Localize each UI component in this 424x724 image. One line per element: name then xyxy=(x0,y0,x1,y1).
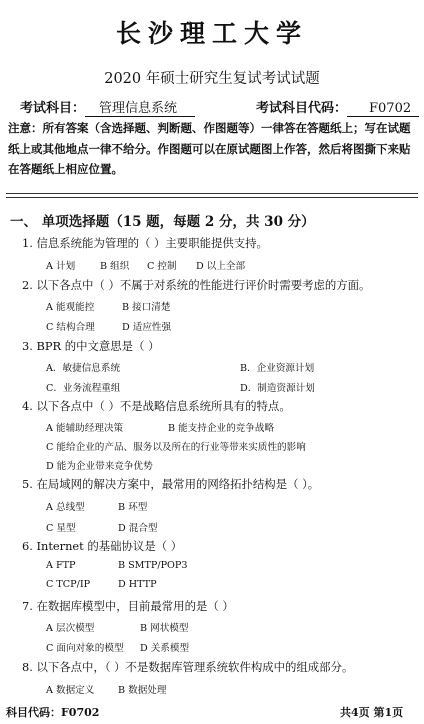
option: D 混合型 xyxy=(118,523,158,534)
option: B 数据处理 xyxy=(118,685,167,696)
option: C 结构合理 xyxy=(46,322,95,333)
option: A 能观能控 xyxy=(46,302,95,313)
question-stem: 8. 以下各点中，（ ）不是数据库管理系统软件构成中的组成部分。 xyxy=(22,660,354,674)
subject-code-row xyxy=(256,97,419,117)
option: B 网状模型 xyxy=(140,623,189,634)
option: A 总线型 xyxy=(46,502,85,513)
option: A．敏捷信息系统 xyxy=(46,363,121,374)
question-stem: 6. Internet 的基础协议是（ ） xyxy=(22,539,183,553)
option: B．企业资源计划 xyxy=(240,363,315,374)
question-stem: 3. BPR 的中文意思是（ ） xyxy=(22,339,160,353)
option: B 能支持企业的竞争战略 xyxy=(168,423,275,434)
divider-bottom xyxy=(6,197,418,198)
question-stem: 7. 在数据库模型中，目前最常用的是（ ） xyxy=(22,599,234,613)
option: D 以上全部 xyxy=(196,261,246,272)
subject-code-label: 考试科目代码： xyxy=(256,101,348,116)
option: D HTTP xyxy=(118,579,157,590)
option: A 数据定义 xyxy=(46,685,95,696)
subject-row xyxy=(20,97,195,117)
option: B 组织 xyxy=(100,261,130,272)
exam-notice: 注意：所有答案（含选择题、判断题、作图题等）一律答在答题纸上；写在试题纸上或其他地点一律不给分。作图题可以在原试题图上作答，然后将图撕下来贴在答题纸上相应位置。 xyxy=(8,121,411,176)
option: C TCP/IP xyxy=(46,579,91,590)
option: B 环型 xyxy=(118,502,148,513)
subject-label: 考试科目： xyxy=(20,101,86,116)
university-name: 长沙理工大学 xyxy=(115,19,308,48)
option: D 关系模型 xyxy=(140,643,190,654)
option: C 星型 xyxy=(46,523,76,534)
section-title: 一、 单项选择题（15 题，每题 2 分，共 30 分） xyxy=(10,214,315,230)
option: C 面向对象的模型 xyxy=(46,643,124,654)
footer-page-number: 共4页 第1页 xyxy=(340,706,404,719)
option: B 接口清楚 xyxy=(122,302,171,313)
question-stem: 4. 以下各点中（ ）不是战略信息系统所具有的特点。 xyxy=(22,399,291,413)
option: B SMTP/POP3 xyxy=(118,560,188,571)
question-stem: 1. 信息系统能为管理的（ ）主要职能提供支持。 xyxy=(22,236,268,250)
option: C 控制 xyxy=(147,261,177,272)
option: C．业务流程重组 xyxy=(46,383,121,394)
subject-name: 管理信息系统 xyxy=(85,97,195,117)
exam-title: 2020 年硕士研究生复试考试试题 xyxy=(104,71,320,87)
option: C 能给企业的产品、服务以及所在的行业等带来实质性的影响 xyxy=(46,442,306,453)
option: D 能为企业带来竞争优势 xyxy=(46,461,153,472)
question-stem: 2. 以下各点中（ ）不属于对系统的性能进行评价时需要考虑的方面。 xyxy=(22,278,371,292)
option: D．制造资源计划 xyxy=(240,383,315,394)
divider-top xyxy=(6,193,418,194)
subject-code-value: F0702 xyxy=(347,101,419,117)
option: D 适应性强 xyxy=(122,322,172,333)
option: A FTP xyxy=(46,560,76,571)
footer-subject-code: 科目代码：F0702 xyxy=(6,706,100,719)
option: A 层次模型 xyxy=(46,623,95,634)
option: A 计划 xyxy=(46,261,76,272)
question-stem: 5. 在局域网的解决方案中，最常用的网络拓扑结构是（ ）。 xyxy=(22,477,320,491)
option: A 能辅助经理决策 xyxy=(46,423,124,434)
